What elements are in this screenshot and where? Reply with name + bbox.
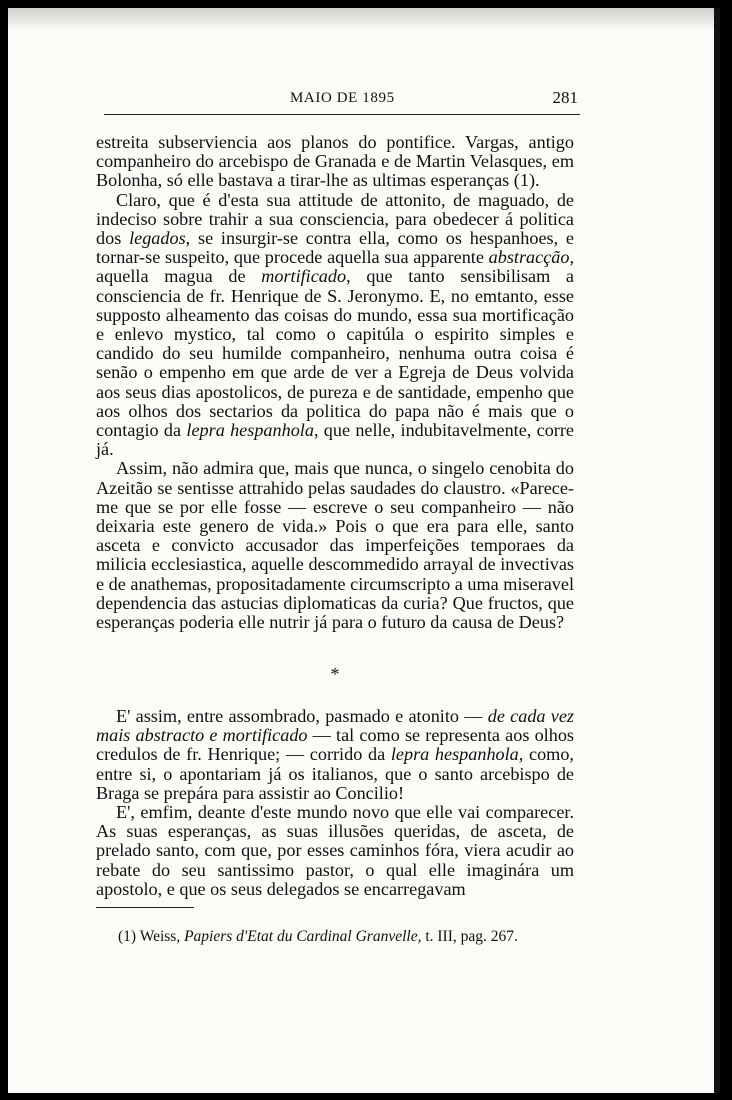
text-run: , se insurgir-se contra ella, como os hespanhoes, e tornar-se suspeito, que procede aquella sua apparente (96, 228, 575, 268)
paragraph (96, 803, 574, 899)
footnote (118, 928, 578, 946)
text-run: , que tanto sensibilisam a consciencia de fr. Henrique de S. Jeronymo. E, no emtanto, esse supposto alheamento das coisas do mundo, essa sua mortificação e enlevo mystico, tal como o capitúla o espirito simples e candido do seu humilde companheiro, nenhuma outra coisa é senão o empenho em que arde de ver a Egreja de Deus volvida aos seus dias apostolicos, de pureza e de santidade, empenho que aos olhos dos sectarios da politica do papa não é mais que o contagio da (96, 266, 574, 441)
italic-text: mortificado (261, 266, 347, 287)
footnote-rule (96, 907, 194, 908)
text-run: estreita subserviencia aos planos do pontifice. Vargas, antigo companheiro do arcebispo de Granada e de Martin Velasques, em Bolonha, só elle bastava a tirar-lhe as ultimas esperanças (1). (96, 132, 574, 191)
running-title: MAIO DE 1895 (290, 90, 395, 106)
footnote-marker: (1) (118, 928, 137, 945)
text-run: E' assim, entre assombrado, pasmado e atonito — (116, 706, 488, 726)
footnote-author: Weiss, (139, 928, 181, 945)
text-run: Assim, não admira que, mais que nunca, o singelo cenobita do Azeitão se sentisse attrahido pelas saudades do claustro. «Parece-me que se por elle fosse — escreve o seu companheiro — não deixaria este genero de vida.» Pois o que era para elle, santo asceta e convicto accusador das imperfeições temporaes da milicia ecclesiastica, aquelle descommedido arrayal de invectivas e de anathemas, propositadamente circumscripto a uma miseravel dependencia das astucias diplomaticas da curia? Que fructos, que esperanças poderia elle nutrir já para o futuro da causa de Deus? (96, 458, 574, 633)
text-run: , como, entre si, o apontariam já os italianos, que o santo arcebispo de Braga se prepára para assistir ao Concilio! (96, 744, 574, 803)
paragraph (96, 191, 574, 460)
italic-text: abstracção (488, 247, 570, 268)
scan-shading (8, 8, 720, 30)
footnote-title: Papiers d'Etat du Cardinal Granvelle, (184, 928, 422, 945)
italic-text: de cada vez mais abstracto e mortificado (96, 706, 574, 746)
text-run: , que nelle, indubitavelmente, corre já. (96, 420, 574, 460)
text-run: E', emfim, deante d'este mundo novo que elle vai comparecer. As suas esperanças, as suas illusões queridas, de asceta, de prelado santo, com que, por esses caminhos fóra, viera acudir ao rebate do seu santissimo pastor, o qual elle imaginára um apostolo, e que os seus delegados se encarregavam (96, 802, 574, 899)
italic-text: legados (129, 228, 186, 249)
section-separator: * (330, 664, 340, 684)
paragraph (96, 707, 574, 803)
paragraph (96, 133, 574, 191)
main-text-block-2 (96, 707, 574, 899)
italic-text: lepra hespanhola (186, 420, 314, 441)
paragraph (96, 459, 574, 632)
italic-text: lepra hespanhola (390, 744, 519, 765)
text-run: — tal como se representa aos olhos credulos de fr. Henrique; — corrido da (96, 725, 574, 765)
text-run: Claro, que é d'esta sua attitude de attonito, de maguado, de indeciso sobre trahir a sua consciencia, para obedecer á politica dos (96, 189, 574, 249)
footnote-rest: t. III, pag. 267. (425, 928, 518, 945)
page-edge (714, 8, 720, 1093)
text-run: , aquella magua de (96, 247, 574, 287)
page-header (104, 88, 580, 115)
main-text-block (96, 133, 574, 632)
page-number: 281 (552, 88, 578, 107)
